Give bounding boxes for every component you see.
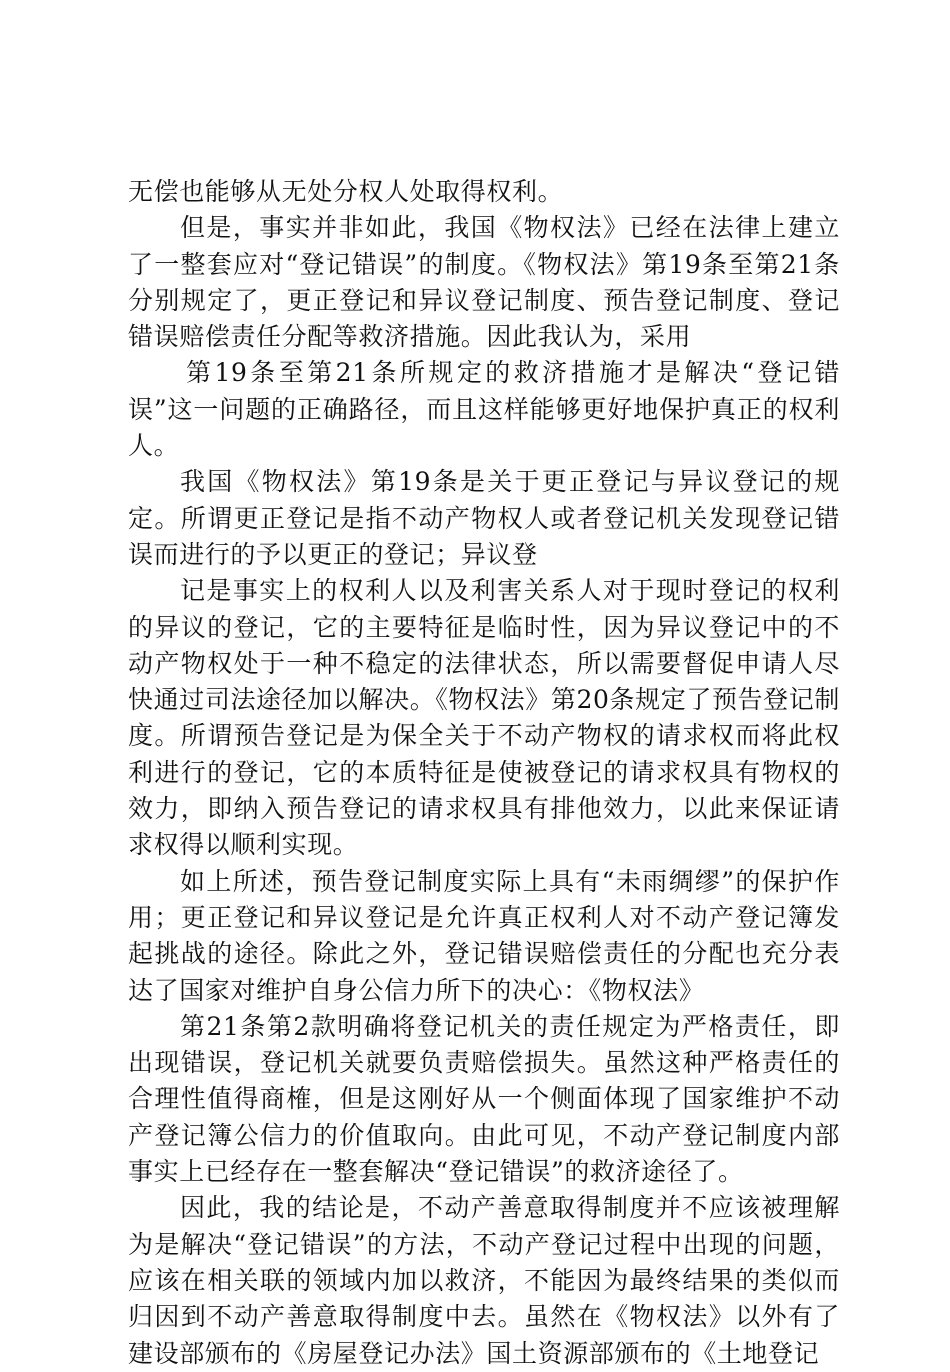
paragraph-6: 如上所述，预告登记制度实际上具有“未雨绸缪”的保护作用；更正登记和异议登记是允许真正权利人对不动产登记簿发起挑战的途径。除此之外，登记错误赔偿责任的分配也充分表达了国家对维护自身公信力所下的决心：《物权法》 <box>128 866 840 1005</box>
paragraph-1: 无偿也能够从无处分权人处取得权利。 <box>128 177 564 206</box>
paragraph-2: 但是，事实并非如此，我国《物权法》已经在法律上建立了一整套应对“登记错误”的制度。《物权法》第19条至第21条分别规定了，更正登记和异议登记制度、预告登记制度、登记错误赔偿责任分配等救济措施。因此我认为，采用 <box>128 213 840 352</box>
paragraph-4: 我国《物权法》第19条是关于更正登记与异议登记的规定。所谓更正登记是指不动产物权人或者登记机关发现登记错误而进行的予以更正的登记；异议登 <box>128 467 840 569</box>
document-body <box>128 174 840 1372</box>
paragraph-8: 因此，我的结论是，不动产善意取得制度并不应该被理解为是解决“登记错误”的方法，不动产登记过程中出现的问题，应该在相关联的领域内加以救济，不能因为最终结果的类似而归因到不动产善意取得制度中去。虽然在《物权法》以外有了建设部颁布的《房屋登记办法》国土资源部颁布的《土地登记 <box>128 1193 840 1368</box>
paragraph-3: 第19条至第21条所规定的救济措施才是解决“登记错误”这一问题的正确路径，而且这样能够更好地保护真正的权利人。 <box>128 358 840 461</box>
paragraph-5: 记是事实上的权利人以及利害关系人对于现时登记的权利的异议的登记，它的主要特征是临时性，因为异议登记中的不动产物权处于一种不稳定的法律状态，所以需要督促申请人尽快通过司法途径加以解决。《物权法》第20条规定了预告登记制度。所谓预告登记是为保全关于不动产物权的请求权而将此权利进行的登记，它的本质特征是使被登记的请求权具有物权的效力，即纳入预告登记的请求权具有排他效力，以此来保证请求权得以顺利实现。 <box>128 576 840 860</box>
paragraph-7: 第21条第2款明确将登记机关的责任规定为严格责任，即出现错误，登记机关就要负责赔偿损失。虽然这种严格责任的合理性值得商榷，但是这刚好从一个侧面体现了国家维护不动产登记簿公信力的价值取向。由此可见，不动产登记制度内部事实上已经存在一整套解决“登记错误”的救济途径了。 <box>128 1011 840 1187</box>
